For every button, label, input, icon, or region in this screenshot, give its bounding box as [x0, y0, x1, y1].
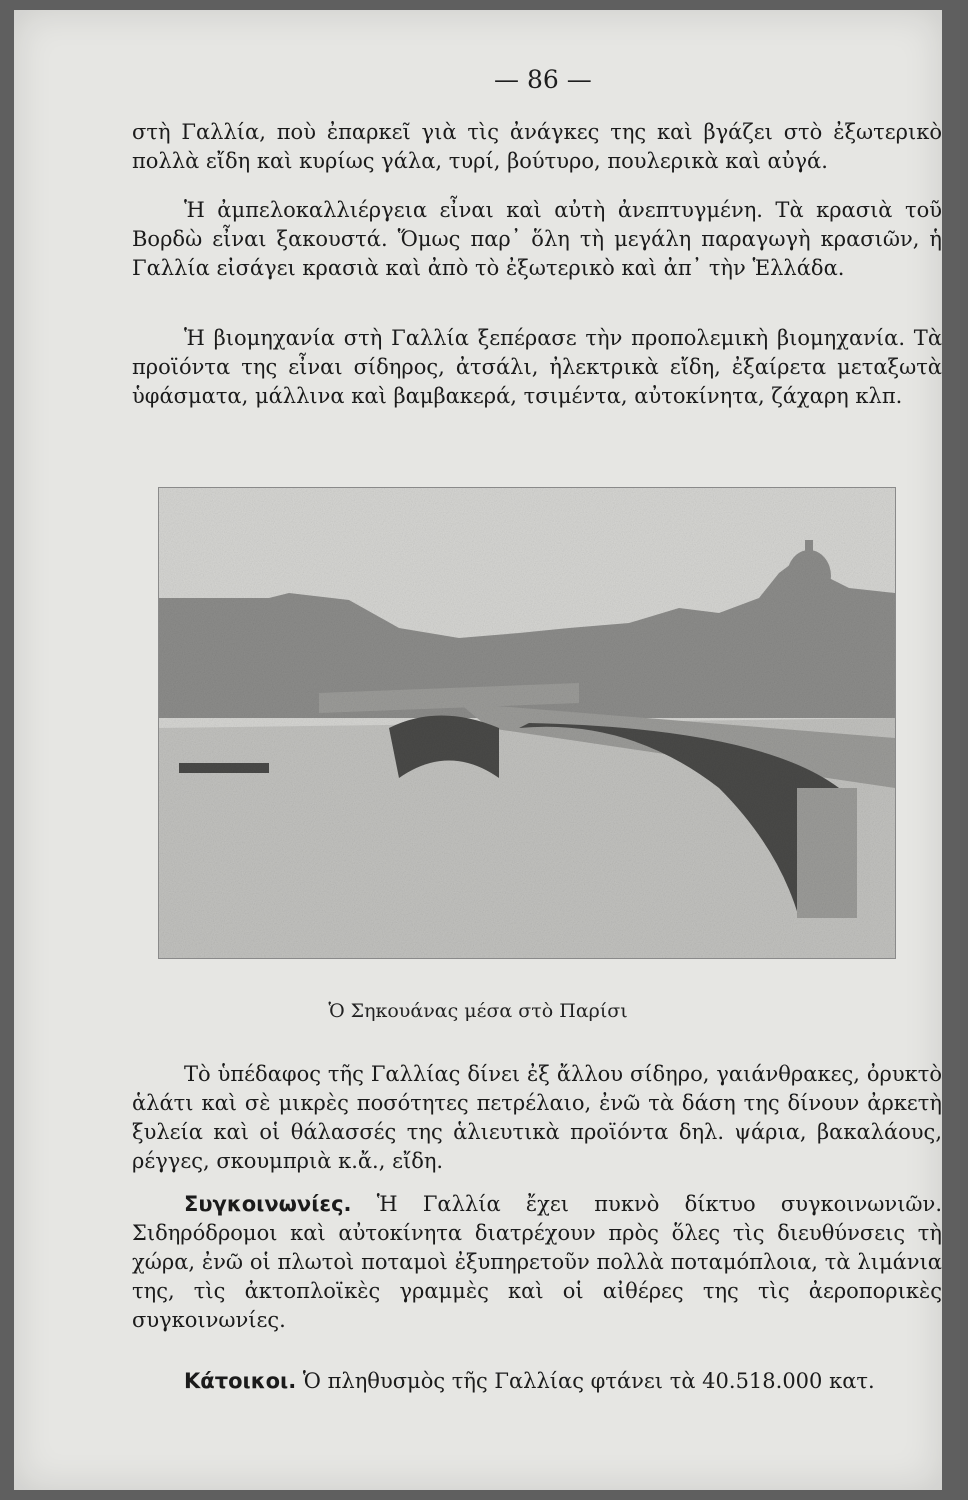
section-heading-population: Κάτοικοι.: [184, 1369, 297, 1393]
paragraph-transport-text: Ἡ Γαλλία ἔχει πυκνὸ δίκτυο συγκοινωνιῶν. Σιδηρόδρομοι καὶ αὐτοκίνητα διατρέχουν πρὸς ὅλες τὶς διευθύνσεις τὴ χώρα, ἐνῶ οἱ πλωτοὶ ποταμοὶ ἐξυπηρετοῦν πολλὰ ποταμόπλοια, τὰ λιμάνια της, τὶς ἀκτοπλοϊκὲς γραμμὲς καὶ οἱ αἰθέρες της τὶς ἀεροπορικὲς συγκοινωνίες.: [132, 1192, 942, 1332]
section-heading-transport: Συγκοινωνίες.: [184, 1192, 352, 1216]
paragraph-viticulture: Ἡ ἀμπελοκαλλιέργεια εἶναι καὶ αὐτὴ ἀνεπτυγμένη. Τὰ κρασιὰ τοῦ Βορδὼ εἶναι ξακουστά. Ὅμως παρ᾽ ὅλη τὴ μεγάλη παραγωγὴ κρασιῶν, ἡ Γαλλία εἰσάγει κρασιὰ καὶ ἀπὸ τὸ ἐξωτερικὸ καὶ ἀπ᾽ τὴν Ἑλλάδα.: [132, 198, 942, 280]
paragraph-transport: [132, 1190, 942, 1335]
book-page: [14, 10, 942, 1490]
photo-caption: Ὁ Σηκουάνας μέσα στὸ Παρίσι: [328, 1000, 628, 1022]
page-number: — 86 —: [494, 65, 592, 94]
paragraph-dairy: στὴ Γαλλία, ποὺ ἐπαρκεῖ γιὰ τὶς ἀνάγκες της καὶ βγάζει στὸ ἐξωτερικὸ πολλὰ εἴδη καὶ κυρίως γάλα, τυρί, βούτυρο, πουλερικὰ καὶ αὐγά.: [132, 120, 942, 173]
bridge-photo-illustration: [159, 488, 895, 958]
paragraph-population: [132, 1367, 942, 1396]
paragraph-industry: Ἡ βιομηχανία στὴ Γαλλία ξεπέρασε τὴν προπολεμικὴ βιομηχανία. Τὰ προϊόντα της εἶναι σίδηρος, ἀτσάλι, ἠλεκτρικὰ εἴδη, ἐξαίρετα μεταξωτὰ ὑφάσματα, μάλλινα καὶ βαμβακερά, τσιμέντα, αὐτοκίνητα, ζάχαρη κλπ.: [132, 326, 942, 408]
photograph-seine-paris: [158, 487, 896, 959]
paragraph-population-text: Ὁ πληθυσμὸς τῆς Γαλλίας φτάνει τὰ 40.518.000 κατ.: [296, 1369, 875, 1393]
paragraph-subsoil: Τὸ ὑπέδαφος τῆς Γαλλίας δίνει ἐξ ἄλλου σίδηρο, γαιάνθρακες, ὀρυκτὸ ἁλάτι καὶ σὲ μικρὲς ποσότητες πετρέλαιο, ἐνῶ τὰ δάση της δίνουν ἀρκετὴ ξυλεία καὶ οἱ θάλασσές της ἁλιευτικὰ προϊόντα δηλ. ψάρια, βακαλάους, ρέγγες, σκουμπριὰ κ.ἄ., εἴδη.: [132, 1062, 942, 1173]
